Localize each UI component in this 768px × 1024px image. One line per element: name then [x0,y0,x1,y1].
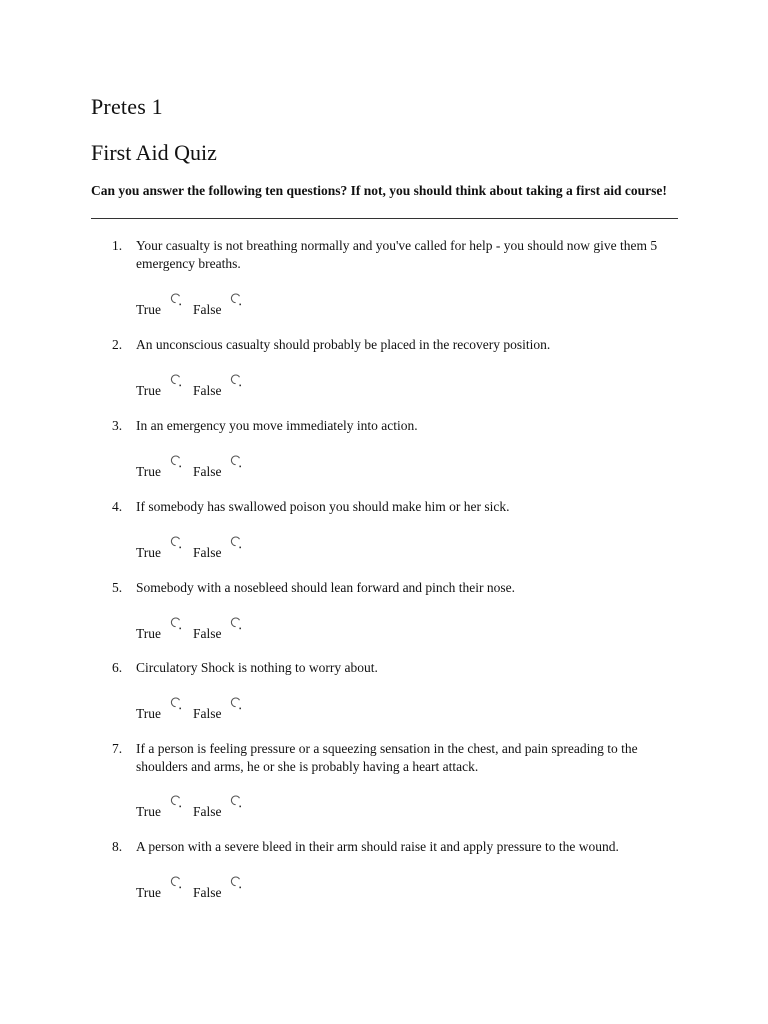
false-label: False [193,545,222,560]
false-label: False [193,804,222,819]
question-text: Your casualty is not breathing normally and you've called for help - you should now give them 5 emergency breaths. [136,238,658,271]
true-label: True [136,885,162,900]
true-label: True [136,545,162,560]
question-text: Somebody with a nosebleed should lean forward and pinch their nose. [136,580,516,595]
true-radio-icon[interactable] [170,293,182,307]
false-label: False [193,885,222,900]
true-radio-icon[interactable] [170,536,182,550]
question-number: 7. [112,741,123,756]
true-label: True [136,706,162,721]
question-text: If somebody has swallowed poison you should make him or her sick. [136,499,510,514]
true-radio-icon[interactable] [170,795,182,809]
question-number: 4. [112,499,123,514]
true-radio-icon[interactable] [170,617,182,631]
question-number: 1. [112,238,123,253]
question-number: 8. [112,839,123,854]
true-label: True [136,804,162,819]
false-radio-icon[interactable] [230,795,242,809]
page-title: First Aid Quiz [91,140,217,165]
true-radio-icon[interactable] [170,697,182,711]
question-number: 3. [112,418,123,433]
document-label: Pretes 1 [91,94,163,119]
false-radio-icon[interactable] [230,536,242,550]
question-text: If a person is feeling pressure or a squeezing sensation in the chest, and pain spreading to the shoulders and arms, he or she is probably having a heart attack. [136,741,638,774]
false-label: False [193,626,222,641]
true-radio-icon[interactable] [170,455,182,469]
true-label: True [136,626,162,641]
false-radio-icon[interactable] [230,697,242,711]
false-radio-icon[interactable] [230,374,242,388]
question-number: 6. [112,660,123,675]
false-radio-icon[interactable] [230,617,242,631]
false-radio-icon[interactable] [230,293,242,307]
false-radio-icon[interactable] [230,455,242,469]
true-label: True [136,464,162,479]
true-label: True [136,302,162,317]
quiz-intro: Can you answer the following ten questions? If not, you should think about taking a first aid course! [91,183,667,198]
question-number: 2. [112,337,123,352]
true-radio-icon[interactable] [170,876,182,890]
question-text: An unconscious casualty should probably be placed in the recovery position. [136,337,551,352]
false-radio-icon[interactable] [230,876,242,890]
question-text: Circulatory Shock is nothing to worry about. [136,660,378,675]
question-text: A person with a severe bleed in their arm should raise it and apply pressure to the wound. [136,839,619,854]
divider [91,218,678,219]
false-label: False [193,383,222,398]
false-label: False [193,464,222,479]
question-text: In an emergency you move immediately into action. [136,418,418,433]
false-label: False [193,302,222,317]
true-radio-icon[interactable] [170,374,182,388]
false-label: False [193,706,222,721]
true-label: True [136,383,162,398]
question-number: 5. [112,580,123,595]
